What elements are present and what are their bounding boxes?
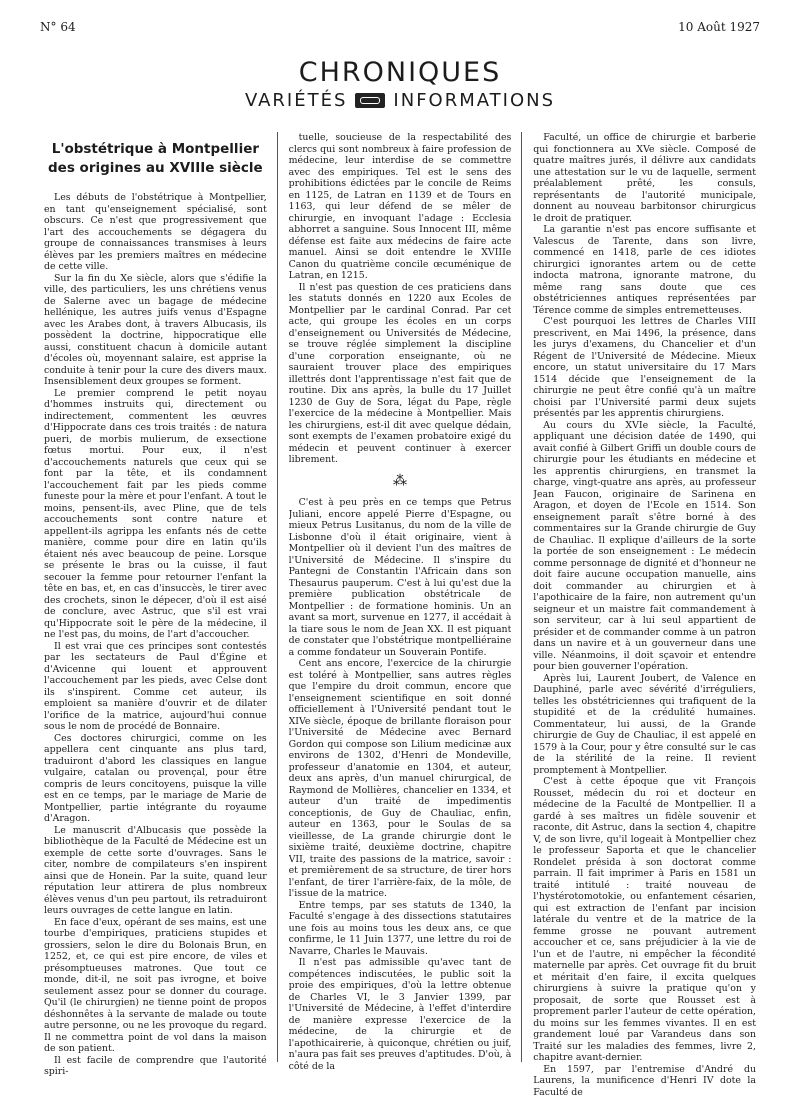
paragraph: C'est à cette époque que vit François Rousset, médecin du roi et docteur en médecine de la Faculté de Montpellier. Il a gardé à ses maîtres un fidèle souvenir et raconte, dit Astruc, dans la section 4, chapitre V, de son livre, qu'il logeait à Montpellier chez le professeur Saporta et que le chancelier Rondelet présida à son doctorat comme parrain. Il fait imprimer à Paris en 1581 un traité intitulé : traité nouveau de l'hystérotomotokie, ou enfantement césarien, qui est extraction de l'enfant par incision latérale du ventre et de la matrice de la femme grosse ne pouvant autrement accoucher et ce, sans préjudicier à la vie de l'un et de l'autre, ni empêcher la fécondité maternelle par après. Cet ouvrage fit du bruit et méritait d'en faire, il excita quelques chirurgiens à suivre la pratique qu'on y proposait, de sorte que Rousset est à proprement parler l'auteur de cette opération, du moins sur les femmes vivantes. Il en est grandement loué par Varandeus dans son Traité sur les maladies des femmes, livre 2, chapitre avant-dernier. bbox=[533, 776, 756, 1064]
masthead-title: CHRONIQUES bbox=[0, 58, 800, 88]
paragraph: La garantie n'est pas encore suffisante et Valescus de Tarente, dans son livre, commencé en 1418, parle de ces idiotes chirurgici ignorantes artem ou de cette indocta matrona, ignorante matrone, du même rang sans doute que ces obstétriciennes antiques représentées par Térence comme de simples entremetteuses. bbox=[533, 224, 756, 316]
paragraph: Ces doctores chirurgici, comme on les appellera cent cinquante ans plus tard, traduiront d'abord les classiques en langue vulgaire, catalan ou provençal, pour être compris de leurs concitoyens, puisque la ville est en ce temps, par le mariage de Marie de Montpellier, partie intégrante du royaume d'Aragon. bbox=[44, 733, 267, 825]
ornament-icon bbox=[355, 93, 385, 108]
paragraph: Les débuts de l'obstétrique à Montpellier, en tant qu'enseignement spécialisé, sont obscurs. Ce n'est que progressivement que l'art des accouchements se dégagera du groupe de connaissances transmises à leurs élèves par les premiers maîtres en médecine de cette ville. bbox=[44, 192, 267, 273]
column-3 bbox=[533, 132, 756, 1098]
paragraph: Après lui, Laurent Joubert, de Valence en Dauphiné, parle avec sévérité d'irréguliers, telles les obstétriciennes qui trafiquent de la stupidité et de la crédulité humaines. Commentateur, lui aussi, de la Grande chirurgie de Guy de Chauliac, il est appelé en 1579 à la Cour, pour y être consulté sur le cas de la stérilité de la reine. Il revient promptement à Montpellier. bbox=[533, 673, 756, 777]
masthead-right: INFORMATIONS bbox=[393, 90, 555, 111]
paragraph: Sur la fin du Xe siècle, alors que s'édifie la ville, des particuliers, les uns chrétiens venus de Salerne avec un bagage de médecine hellénique, les autres juifs venus d'Espagne avec les Arabes dont, à travers Albucasis, ils possèdent la doctrine, hippocratique elle aussi, constituent chacun à domicile autant d'écoles où, moyennant salaire, est apprise la conduite à tenir pour la cure des divers maux. Insensiblement deux groupes se forment. bbox=[44, 273, 267, 388]
paragraph: En face d'eux, opérant de ses mains, est une tourbe d'empiriques, praticiens stupides et grossiers, selon le dire du Bolonais Brun, en 1252, et, ce qui est pire encore, de viles et présomptueuses matrones. Que tout ce monde, dit-il, ne soit pas ivrogne, et boive seulement assez pour se donner du courage. Qu'il (le chirurgien) ne tienne point de propos déshonnêtes à la servante de malade ou toute autre personne, ou ne les provoque du regard. Il ne commettra point de vol dans la maison de son patient. bbox=[44, 917, 267, 1055]
masthead-subtitle bbox=[0, 90, 800, 111]
paragraph: Il est facile de comprendre que l'autorité spiri- bbox=[44, 1055, 267, 1078]
title-line-2: des origines au XVIIIe siècle bbox=[44, 159, 267, 178]
paragraph: Il n'est pas admissible qu'avec tant de compétences indiscutées, le public soit la proie des empiriques, d'où la lettre obtenue de Charles VI, le 3 Janvier 1399, par l'Université de Médecine, à l'effet d'interdire de manière expresse l'exercice de la médecine, de la chirurgie et de l'apothicairerie, à quiconque, chrétien ou juif, n'aura pas fait ses preuves d'aptitudes. D'où, à côté de la bbox=[289, 957, 512, 1072]
masthead-left: VARIÉTÉS bbox=[245, 90, 347, 111]
paragraph: Le manuscrit d'Albucasis que possède la bibliothèque de la Faculté de Médecine est un exemple de cette sorte d'ouvrages. Sans le citer, nombre de compilateurs s'en inspirent ainsi que de Honein. Par la suite, quand leur réputation leur attirera de plus nombreux élèves venus d'un peu partout, ils retraduiront leurs ouvrages de cette langue en latin. bbox=[44, 825, 267, 917]
article-title bbox=[44, 140, 267, 178]
paragraph: Entre temps, par ses statuts de 1340, la Faculté s'engage à des dissections statutaires une fois au moins tous les deux ans, ce que confirme, le 11 Juin 1377, une lettre du roi de Navarre, Charles le Mauvais. bbox=[289, 900, 512, 958]
paragraph: Cent ans encore, l'exercice de la chirurgie est toléré à Montpellier, sans autres règles que l'empire du droit commun, encore que l'enseignement scientifique en soit donné officiellement à l'Université pendant tout le XIVe siècle, époque de brillante floraison pour l'Université de Médecine avec Bernard Gordon qui compose son Lilium medicinæ aux environs de 1302, d'Henri de Mondeville, professeur d'anatomie en 1304, et auteur, deux ans après, d'un manuel chirurgical, de Raymond de Mollières, chancelier en 1334, et auteur d'un traité de impedimentis conceptionis, de Guy de Chauliac, enfin, auteur en 1363, pour le Soulas de sa vieillesse, de La grande chirurgie dont le sixième traité, deuxième doctrine, chapitre VII, traite des passions de la matrice, savoir : et premièrement de sa structure, de tirer hors l'enfant, de tirer l'arrière-faix, de la môle, de l'issue de la matrice. bbox=[289, 658, 512, 900]
paragraph: Il n'est pas question de ces praticiens dans les statuts donnés en 1220 aux Ecoles de Montpellier par le cardinal Conrad. Par cet acte, qui groupe les écoles en un corps d'enseignement ou Universités de Médecine, se trouve réglée simplement la discipline d'une corporation enseignante, où ne sauraient trouver place des empiriques illettrés dont l'apprentissage n'est fait que de routine. Dix ans après, la bulle du 17 Juillet 1230 de Guy de Sora, légat du Pape, règle l'exercice de la médecine à Montpellier. Mais les chirurgiens, est-il dit avec quelque dédain, sont exempts de l'examen probatoire exigé du médecin et peuvent continuer à exercer librement. bbox=[289, 282, 512, 466]
section-separator: ⁂ bbox=[289, 476, 512, 488]
page-number: N° 64 bbox=[40, 20, 76, 34]
paragraph: C'est à peu près en ce temps que Petrus Juliani, encore appelé Pierre d'Espagne, ou mieux Petrus Lusitanus, du nom de la ville de Lisbonne d'où il était originaire, vient à Montpellier où il devient l'un des maîtres de l'Université de Médecine. Il s'inspire du Pantegni de Constantin l'Africain dans son Thesaurus pauperum. C'est à lui qu'est due la première publication obstétricale de Montpellier : de formatione hominis. Un an avant sa mort, survenue en 1277, il accédait à la tiare sous le nom de Jean XX. Il est piquant de constater que l'obstétrique montpelliéraine a comme fondateur un Souverain Pontife. bbox=[289, 497, 512, 658]
column-2 bbox=[289, 132, 512, 1098]
column-divider bbox=[521, 132, 523, 1098]
paragraph: Au cours du XVIe siècle, la Faculté, appliquant une décision datée de 1490, qui avait confié à Gilbert Griffi un double cours de chirurgie pour les étudiants en médecine et les apprentis chirurgiens, en transmet la charge, vingt-quatre ans après, au professeur Jean Faucon, originaire de Sarinena en Aragon, et doyen de l'Ecole en 1514. Son enseignement paraît s'être borné à des commentaires sur la Grande chirurgie de Guy de Chauliac. Il explique d'ailleurs de la sorte la portée de son enseignement : Le médecin comme personnage de dignité et d'honneur ne doit faire aucune occupation manuelle, ains doit commander au chirurgien et à l'apothicaire de la faire, non autrement qu'un seigneur et un maistre fait commandement à son serviteur, car à lui seul appartient de présider et de commander comme à un patron dans un navire et à un gouverneur dans une ville. Néanmoins, il doit sçavoir et entendre pour bien gouverner l'opération. bbox=[533, 420, 756, 673]
paragraph: Le premier comprend le petit noyau d'hommes instruits qui, directement ou indirectement, commentent les œuvres d'Hippocrate dans ces trois traités : de natura pueri, de morbis mulierum, de exsectione fœtus mortui. Pour eux, il n'est d'accouchements naturels que ceux qui se font par la tête, et ils condamnent l'accouchement fait par les pieds comme funeste pour la mère et pour l'enfant. A tout le moins, pensent-ils, avec Pline, que de tels accouchements sont contre nature et appellent-ils agrippa les enfants nés de cette manière, comme pour dire en latin qu'ils étaient nés avec beaucoup de peine. Lorsque se présente le bras ou la cuisse, il faut secouer la femme pour retourner l'enfant la tête en bas, et, en cas d'insuccès, le tirer avec des crochets, sinon le dépecer, d'où il est aisé de conclure, avec Astruc, que s'il est vrai qu'Hippocrate soit le père de la médecine, il ne l'est pas, du moins, de l'art d'accoucher. bbox=[44, 388, 267, 641]
paragraph: tuelle, soucieuse de la respectabilité des clercs qui sont nombreux à faire profession de médecine, leur interdise de se commettre avec des empiriques. Tel est le sens des prohibitions édictées par le concile de Reims en 1125, de Latran en 1139 et de Tours en 1163, qui leur défend de se mêler de chirurgie, en invoquant l'adage : Ecclesia abhorret a sanguine. Sous Innocent III, même défense est faite aux médecins de faire acte manuel. Ainsi se doit entendre le XVIIIe Canon du quatrième concile œcuménique de Latran, en 1215. bbox=[289, 132, 512, 282]
column-1 bbox=[44, 132, 267, 1098]
paragraph: Faculté, un office de chirurgie et barberie qui fonctionnera au XVe siècle. Composé de quatre maîtres jurés, il délivre aux candidats une attestation sur le vu de laquelle, serment préalablement prêté, les consuls, représentants de l'autorité municipale, donnent au nouveau barbitonsor chirurgicus le droit de pratiquer. bbox=[533, 132, 756, 224]
paragraph: En 1597, par l'entremise d'André du Laurens, la munificence d'Henri IV dote la Faculté de bbox=[533, 1064, 756, 1098]
paragraph: Il est vrai que ces principes sont contestés par les sectateurs de Paul d'Égine et d'Avicenne qui louent et approuvent l'accouchement par les pieds, avec Celse dont ils s'inspirent. Comme cet auteur, ils emploient sa manière d'ouvrir et de dilater l'orifice de la matrice, aujourd'hui connue sous le nom de procédé de Bonnaire. bbox=[44, 641, 267, 733]
issue-date: 10 Août 1927 bbox=[678, 20, 760, 34]
title-line-1: L'obstétrique à Montpellier bbox=[44, 140, 267, 159]
paragraph: C'est pourquoi les lettres de Charles VIII prescrivent, en Mai 1496, la présence, dans les jurys d'examens, du Chancelier et d'un Régent de l'Université de Médecine. Mieux encore, un statut universitaire du 17 Mars 1514 décide que l'enseignement de la chirurgie ne peut être confié qu'à un maître choisi par l'Université parmi deux sujets présentés par les apprentis chirurgiens. bbox=[533, 316, 756, 420]
article-body bbox=[44, 132, 756, 1098]
column-divider bbox=[277, 132, 279, 1098]
masthead bbox=[0, 58, 800, 111]
